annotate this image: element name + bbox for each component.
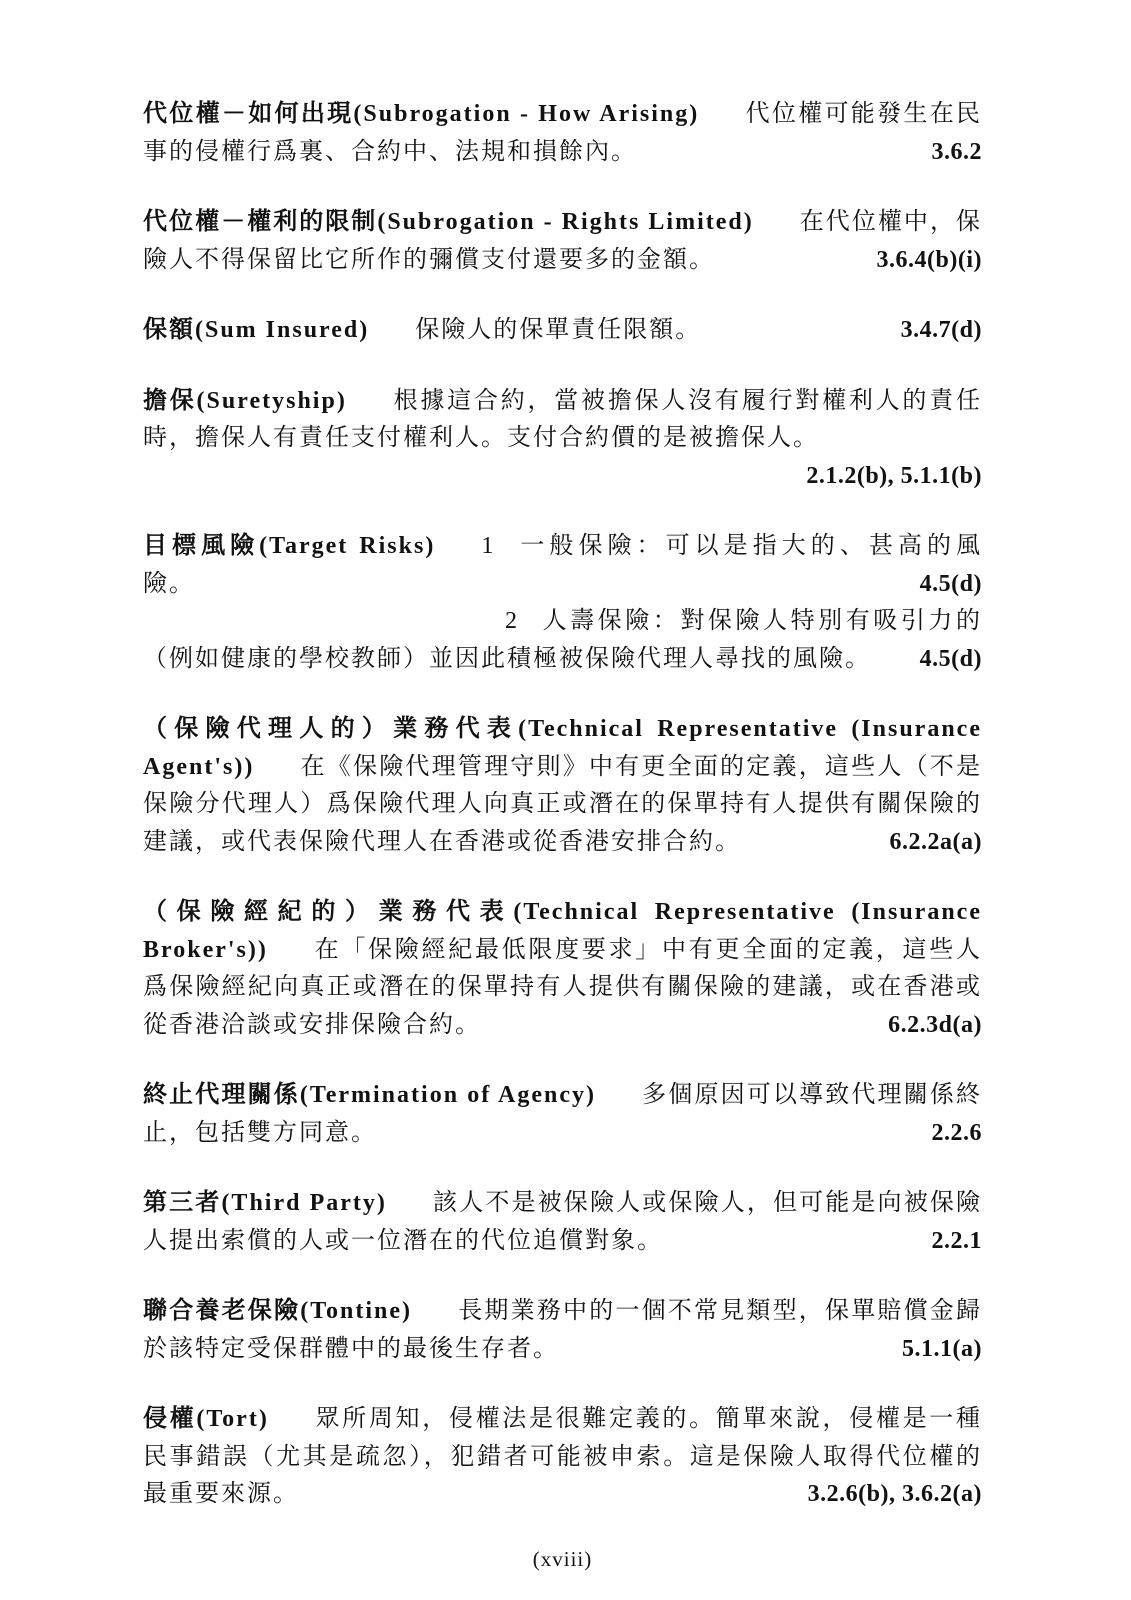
- entry-definition: 在「保險經紀最低限度要求」中有更全面的定義，這些人爲保險經紀向真正或潛在的保單持有人提供有關保險的建議，或在香港或從香港洽談或安排保險合約。: [143, 936, 982, 1038]
- glossary-entry-suretyship: [143, 383, 982, 496]
- glossary-entry-third-party: [143, 1185, 982, 1260]
- entry-body: [143, 1185, 982, 1260]
- entry-line: [505, 603, 982, 641]
- entry-definition: 保險人的保單責任限額。: [415, 317, 702, 343]
- entry-line: [143, 566, 982, 604]
- entry-term: （保險經紀的）業務代表(Technical Representative (Insurance Broker's)): [143, 899, 982, 963]
- page-number: (xviii): [532, 1546, 593, 1571]
- glossary-entry-subrogation-how-arising: [143, 96, 982, 171]
- entry-definition: 根據這合約，當被擔保人沒有履行對權利人的責任時，擔保人有責任支付權利人。支付合約價的是被擔保人。: [143, 387, 982, 451]
- entry-term: 代位權－權利的限制(Subrogation - Rights Limited): [143, 209, 754, 235]
- glossary-entry-technical-representative-insurance-agents: [143, 711, 982, 861]
- section-reference: 4.5(d): [919, 645, 982, 672]
- section-reference: 5.1.1(a): [902, 1335, 982, 1362]
- item-number: 2: [505, 608, 519, 634]
- entry-body: [143, 711, 982, 861]
- section-reference: 3.2.6(b), 3.6.2(a): [807, 1481, 982, 1507]
- entry-line: [143, 641, 982, 679]
- entry-body: [143, 1293, 982, 1368]
- entry-definition: 在代位權中，保險人不得保留比它所作的彌償支付還要多的金額。: [143, 209, 982, 273]
- entry-term: 第三者(Third Party): [143, 1190, 387, 1216]
- section-reference: 3.6.4(b)(i): [876, 246, 982, 273]
- section-reference: 2.2.6: [931, 1119, 982, 1146]
- section-reference: 3.4.7(d): [900, 317, 982, 343]
- item-text: 險。: [143, 570, 195, 597]
- glossary-entry-tontine: [143, 1293, 982, 1368]
- entry-definition: 眾所周知，侵權法是很難定義的。簡單來說，侵權是一種民事錯誤（尤其是疏忽），犯錯者可能被申索。這是保險人取得代位權的最重要來源。: [143, 1406, 982, 1507]
- entry-body: [143, 383, 982, 458]
- entry-body: [143, 1077, 982, 1152]
- entry-line: [143, 528, 982, 566]
- entry-definition: 多個原因可以導致代理關係終止，包括雙方同意。: [143, 1082, 983, 1146]
- glossary-entry-subrogation-rights-limited: [143, 204, 982, 279]
- entry-term: 聯合養老保險(Tontine): [143, 1298, 412, 1324]
- entry-term: 終止代理關係(Termination of Agency): [143, 1082, 596, 1108]
- entry-body: [143, 312, 982, 350]
- entry-body: [143, 894, 982, 1044]
- entry-definition: 長期業務中的一個不常見類型，保單賠償金歸於該特定受保群體中的最後生存者。: [143, 1298, 983, 1362]
- item-number: 1: [481, 533, 496, 559]
- item-text: 人壽保險：對保險人特別有吸引力的: [541, 608, 982, 634]
- entry-term: 擔保(Suretyship): [143, 387, 347, 414]
- item-text: （例如健康的學校教師）並因此積極被保險代理人尋找的風險。: [143, 645, 871, 672]
- entry-definition: 代位權可能發生在民事的侵權行爲裏、合約中、法規和損餘內。: [143, 101, 982, 165]
- entry-term: 代位權－如何出現(Subrogation - How Arising): [143, 101, 700, 127]
- section-reference: 6.2.3d(a): [888, 1011, 982, 1038]
- item-text: 一般保險：可以是指大的、甚高的風: [517, 533, 982, 559]
- glossary-entry-termination-of-agency: [143, 1077, 982, 1152]
- entry-body: [143, 96, 982, 171]
- entry-definition: 該人不是被保險人或保險人，但可能是向被保險人提出索償的人或一位潛在的代位追償對象。: [143, 1190, 983, 1254]
- section-reference: 2.2.1: [931, 1227, 982, 1254]
- entry-term: 保額(Sum Insured): [143, 317, 370, 343]
- section-reference: 4.5(d): [919, 570, 982, 597]
- entry-body: [143, 204, 982, 279]
- entry-term: 侵權(Tort): [143, 1406, 269, 1432]
- glossary-entry-sum-insured: [143, 312, 982, 350]
- glossary-entry-tort: [143, 1401, 982, 1514]
- glossary-entry-technical-representative-insurance-brokers: [143, 894, 982, 1044]
- section-reference: 3.6.2: [931, 138, 982, 165]
- entry-term: （保險代理人的）業務代表(Technical Representative (Insurance Agent's)): [143, 716, 982, 780]
- glossary-entry-target-risks: [143, 528, 982, 678]
- entry-definition: 在《保險代理管理守則》中有更全面的定義，這些人（不是保險分代理人）爲保險代理人向真正或潛在的保單持有人提供有關保險的建議，或代表保險代理人在香港或從香港安排合約。: [143, 753, 982, 855]
- entry-term: 目標風險(Target Risks): [143, 533, 436, 559]
- section-reference: 6.2.2a(a): [889, 828, 982, 855]
- section-reference: 2.1.2(b), 5.1.1(b): [806, 462, 982, 489]
